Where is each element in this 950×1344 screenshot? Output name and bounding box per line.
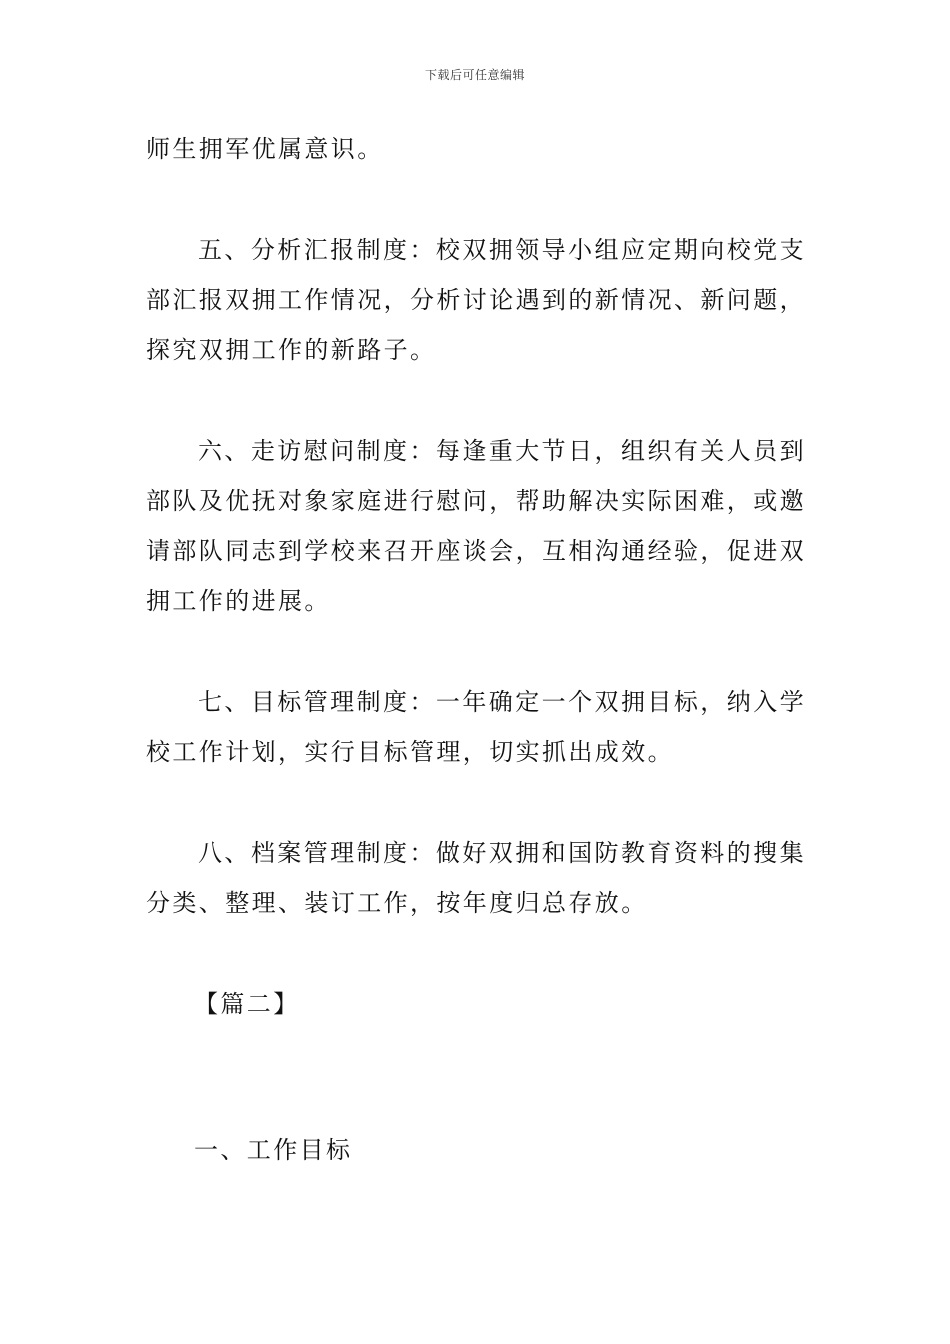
page-header-note: 下载后可任意编辑 (424, 68, 525, 82)
document-body (146, 124, 806, 1175)
paragraph-visit-condolence: 六、走访慰问制度：每逢重大节日，组织有关人员到部队及优抚对象家庭进行慰问，帮助解决实际困难，或邀请部队同志到学校来召开座谈会，互相沟通经验，促进双拥工作的进展。 (146, 437, 806, 615)
paragraph-gap (146, 174, 806, 225)
section-marker: 【篇二】 (194, 990, 300, 1018)
paragraph-gap (146, 928, 806, 979)
paragraph-continuation: 师生拥军优属意识。 (146, 135, 384, 163)
paragraph-archive-management: 八、档案管理制度：做好双拥和国防教育资料的搜集分类、整理、装订工作，按年度归总存放。 (146, 839, 806, 917)
paragraph-analysis-report: 五、分析汇报制度：校双拥领导小组应定期向校党支部汇报双拥工作情况，分析讨论遇到的新情况、新问题，探究双拥工作的新路子。 (146, 236, 806, 364)
paragraph-target-management: 七、目标管理制度：一年确定一个双拥目标，纳入学校工作计划，实行目标管理，切实抓出成效。 (146, 688, 806, 766)
section-gap (146, 1029, 806, 1125)
paragraph-gap (146, 777, 806, 828)
section-heading: 一、工作目标 (194, 1136, 353, 1164)
paragraph-gap (146, 375, 806, 426)
paragraph-gap (146, 626, 806, 677)
